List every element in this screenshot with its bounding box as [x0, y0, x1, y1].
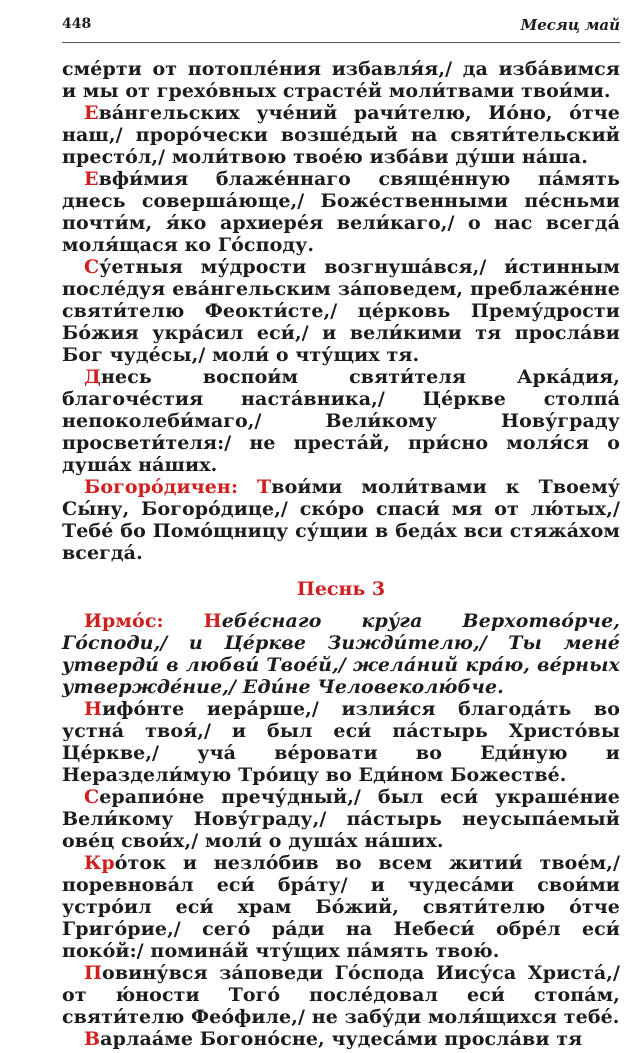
paragraph-text: ерапио́не пречу́дный,/ был еси́ украше́ние Вели́кому Нову́граду,/ па́стырь неусыпа́емый ове́ц свои́х,/ моли́ о душа́х на́ших.: [62, 786, 620, 852]
paragraph-text: сме́рти от потопле́ния избавля́я,/ да изба́вимся и мы от грехо́вных страсте́й моли́твами твои́ми.: [62, 58, 620, 102]
red-initial: Н: [84, 698, 103, 720]
paragraph-text: у́етныя му́дрости возгнуша́вся,/ и́стинным после́дуя ева́нгельским за́поведем, преблаже́нне святи́телю Феокти́сте,/ це́рковь Прему́дрости Бо́жия укра́сил еси́,/ и вели́кими тя просла́ви Бог чуде́сы,/ моли́ о чту́щих тя.: [62, 256, 620, 366]
text-column: [62, 58, 620, 1050]
red-initial: Д: [84, 366, 101, 388]
paragraph-text: арлаа́ме Богоно́сне, чудеса́ми просла́ви тя: [100, 1028, 583, 1050]
song-title: Песнь 3: [296, 578, 386, 600]
paragraph-1: [62, 58, 620, 102]
header-rule: [62, 42, 620, 43]
paragraph-5: [62, 366, 620, 476]
irmos-paragraph: [62, 610, 620, 698]
paragraph-11: [62, 962, 620, 1028]
paragraph-3: [62, 168, 620, 256]
paragraph-text: ебе́снаго кру́га Верхотво́рче, Го́споди,/ и Це́ркве Зижди́телю,/ Ты мене́ утверди́ в любви́ Твое́й,/ жела́ний кра́ю, ве́рных утвержде́ние,/ Еди́не Человеколю́бче.: [62, 610, 620, 698]
paragraph-9: [62, 786, 620, 852]
red-initial: С: [84, 256, 100, 278]
paragraph-text: несь воспои́м святи́теля Арка́дия, благоче́стия наста́вника,/ Це́ркве столпа́ непоколеби́маго,/ Вели́кому Нову́граду просвети́теля:/ не преста́й, при́сно моля́ся о душа́х на́ших.: [62, 366, 620, 476]
paragraph-text: вои́ми моли́твами к Твоему́ Сы́ну, Богоро́дице,/ ско́ро спаси́ мя от лю́тых,/ Тебе́ бо Помо́щницу су́щии в беда́х вси стяжа́хом всегда́.: [62, 476, 620, 564]
paragraph-2: [62, 102, 620, 168]
paragraph-text: о́ток и незло́бив во всем житии́ твое́м,/ поревнова́л еси́ бра́ту/ и чудеса́ми свои́ми устро́ил еси́ храм Бо́жий, святи́телю о́тче Григо́рие,/ сего́ ра́ди на Небеси́ обре́л еси́ поко́й:/ помина́й чту́щих па́мять твою́.: [62, 852, 620, 962]
paragraph-12: [62, 1028, 620, 1050]
page-header: [62, 16, 620, 38]
paragraph-8: [62, 698, 620, 786]
theotokion-paragraph: [62, 476, 620, 564]
red-initial: В: [84, 1028, 101, 1050]
paragraph-text: вфи́мия блаже́ннаго свяще́нную па́мять днесь соверша́юще,/ Боже́ственными пе́сньми почти́м, я́ко архиере́я вели́каго,/ о нас всегда́ моля́щася ко Го́споду.: [62, 168, 620, 256]
red-initial: П: [84, 962, 103, 984]
red-initial: Богоро́дичен: Т: [84, 476, 272, 498]
red-initial: С: [84, 786, 100, 808]
red-initial: Кр: [84, 852, 115, 874]
red-initial: Е: [84, 102, 99, 124]
running-title: Месяц май: [520, 16, 620, 34]
red-initial: Ирмо́с: Н: [84, 610, 222, 632]
paragraph-text: овину́вся за́поведи Го́спода Иису́са Христа́,/ от ю́ности Того́ после́довал еси́ стопа́м, святи́телю Фео́филе,/ не забу́ди моля́щихся тебе́.: [62, 962, 620, 1028]
paragraph-10: [62, 852, 620, 962]
page-number: 448: [62, 16, 92, 32]
red-initial: Е: [84, 168, 99, 190]
paragraph-text: ва́нгельских уче́ний рачи́телю, Ио́но, о́тче наш,/ проро́чески возше́дый на святи́тельский престо́л,/ моли́твою твое́ю изба́ви ду́ши на́ша.: [62, 102, 620, 168]
paragraph-4: [62, 256, 620, 366]
paragraph-text: ифо́нте иера́рше,/ излия́ся благода́ть во устна́ твоя́,/ и был еси́ па́стырь Христо́вы Це́ркве,/ уча́ ве́ровати во Еди́ную и Нераздели́мую Тро́ицу во Еди́ном Божестве́.: [62, 698, 620, 786]
